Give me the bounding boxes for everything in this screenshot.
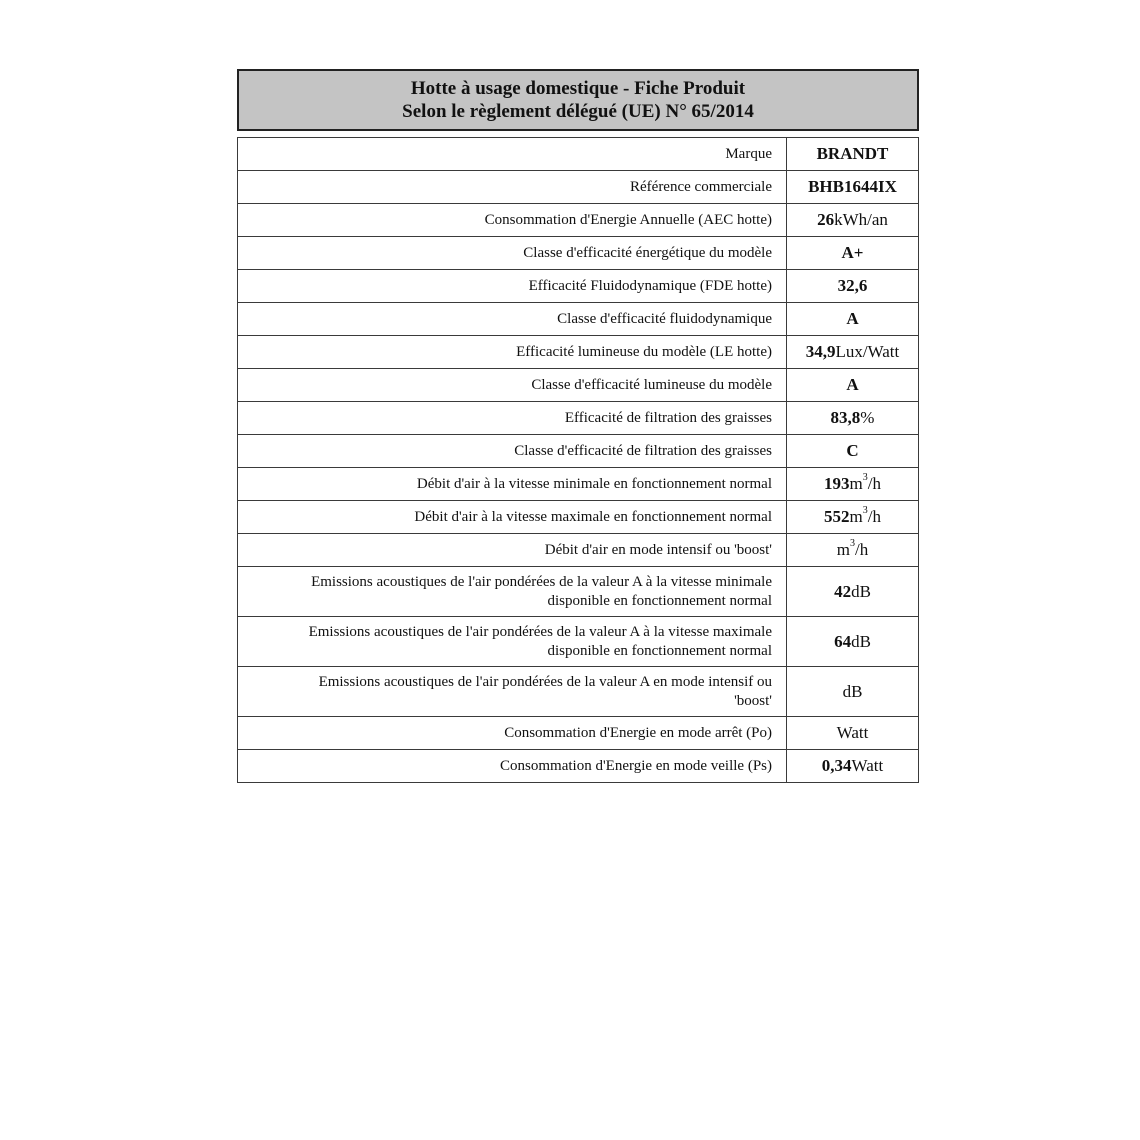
row-value [787,468,919,501]
spec-table [237,137,919,783]
row-label: Efficacité lumineuse du modèle (LE hotte) [238,336,787,369]
row-label: Efficacité Fluidodynamique (FDE hotte) [238,270,787,303]
row-value [787,237,919,270]
row-label-line1: Emissions acoustiques de l'air pondérées de la valeur A à la vitesse minimale [311,573,772,590]
table-row [238,138,919,171]
row-label-line1: Emissions acoustiques de l'air pondérées de la valeur A en mode intensif ou [318,673,772,690]
row-label-line1: Emissions acoustiques de l'air pondérées de la valeur A à la vitesse maximale [308,623,772,640]
row-label: Efficacité de filtration des graisses [238,402,787,435]
value-unit-exponent: 3 [850,538,855,549]
table-row [238,171,919,204]
row-label-line2: 'boost' [734,692,772,709]
table-row [238,369,919,402]
row-label: Référence commerciale [238,171,787,204]
value-unit: dB [842,681,863,701]
row-label: Marque [238,138,787,171]
row-value [787,138,919,171]
product-sheet-header [237,69,919,131]
row-label [238,617,787,667]
row-label: Débit d'air à la vitesse maximale en fonctionnement normal [238,501,787,534]
value-text: C [846,441,859,460]
value-unit: % [860,408,875,427]
row-value [787,617,919,667]
table-row [238,435,919,468]
row-value [787,667,919,717]
value-unit-tail: /h [867,474,881,493]
value-unit: Lux/Watt [835,342,900,361]
row-value [787,270,919,303]
value-number: 26 [817,210,835,229]
row-label: Classe d'efficacité fluidodynamique [238,303,787,336]
table-row [238,237,919,270]
row-value [787,750,919,783]
row-label: Consommation d'Energie en mode veille (Ps) [238,750,787,783]
value-unit-tail: /h [855,540,869,559]
value-unit: Watt [836,723,869,742]
row-label: Consommation d'Energie Annuelle (AEC hotte) [238,204,787,237]
value-text: 32,6 [837,276,868,295]
value-unit: Watt [851,756,884,775]
value-text: A [846,309,859,328]
table-row [238,501,919,534]
table-row [238,270,919,303]
header-title-line1: Hotte à usage domestique - Fiche Produit [410,78,746,99]
row-label: Classe d'efficacité énergétique du modèle [238,237,787,270]
row-value [787,534,919,567]
table-row [238,717,919,750]
value-unit: m [849,507,863,526]
table-row [238,336,919,369]
table-row [238,567,919,617]
value-unit: dB [851,581,871,601]
row-value [787,369,919,402]
value-number: 0,34 [821,756,852,775]
row-value [787,402,919,435]
value-unit: m [836,540,850,559]
value-number: 42 [834,581,852,601]
row-value [787,171,919,204]
row-label: Débit d'air à la vitesse minimale en fonctionnement normal [238,468,787,501]
row-value [787,204,919,237]
row-label: Classe d'efficacité lumineuse du modèle [238,369,787,402]
row-value [787,435,919,468]
row-value [787,717,919,750]
row-value [787,303,919,336]
value-unit: dB [851,631,871,651]
row-label: Consommation d'Energie en mode arrêt (Po) [238,717,787,750]
row-label: Classe d'efficacité de filtration des graisses [238,435,787,468]
row-label [238,567,787,617]
table-row [238,534,919,567]
table-row [238,468,919,501]
table-row [238,667,919,717]
table-row [238,617,919,667]
value-text: A+ [841,243,864,262]
table-row [238,204,919,237]
value-number: 552 [824,507,850,526]
value-unit: m [849,474,863,493]
row-value [787,336,919,369]
header-title-line2: Selon le règlement délégué (UE) N° 65/2014 [402,101,754,122]
row-label: Débit d'air en mode intensif ou 'boost' [238,534,787,567]
row-label [238,667,787,717]
value-unit: kWh/an [834,210,888,229]
value-text: BRANDT [816,144,889,163]
value-unit-exponent: 3 [862,472,868,483]
value-unit-exponent: 3 [862,505,868,516]
row-label-line2: disponible en fonctionnement normal [547,592,772,609]
value-text: BHB1644IX [808,177,897,196]
row-value [787,501,919,534]
row-label-line2: disponible en fonctionnement normal [547,642,772,659]
value-unit-tail: /h [867,507,881,526]
value-number: 64 [834,631,852,651]
table-row [238,303,919,336]
value-number: 193 [824,474,850,493]
table-row [238,750,919,783]
table-row [238,402,919,435]
value-number: 83,8 [830,408,861,427]
value-text: A [846,375,859,394]
value-number: 34,9 [805,342,836,361]
row-value [787,567,919,617]
